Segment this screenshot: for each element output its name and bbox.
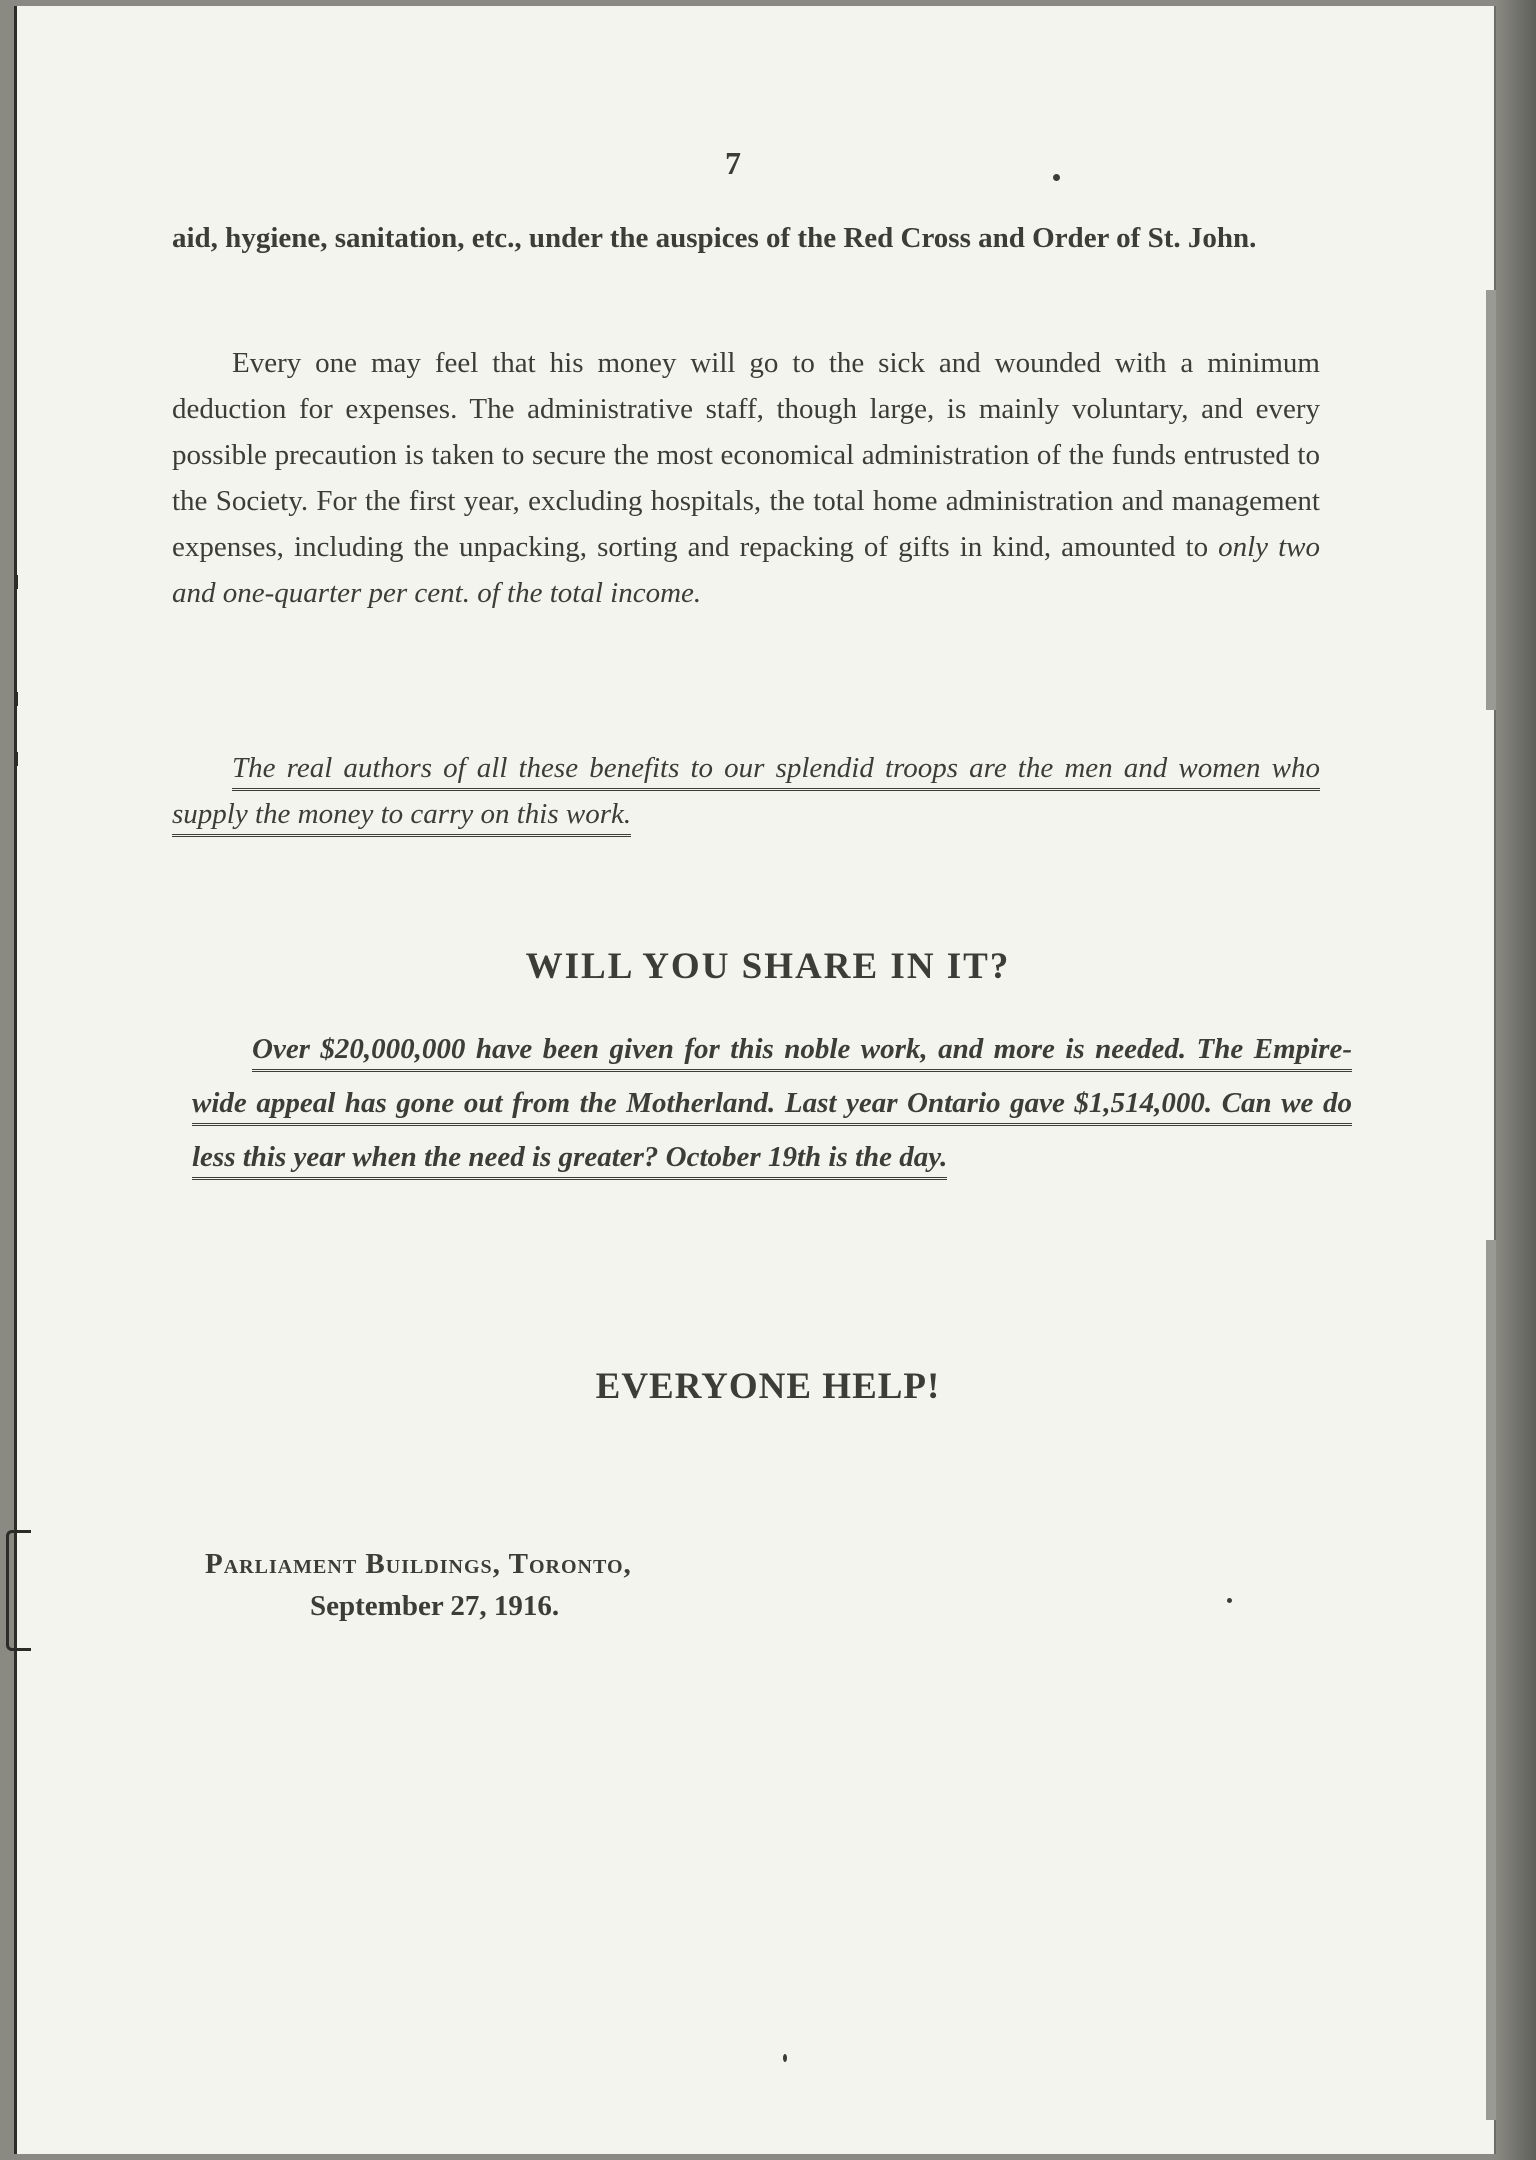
statement-text: The real authors of all these benefits to our splendid troops are the men and women who supply the money to carry on this work.	[172, 752, 1320, 837]
paragraph-text: Every one may feel that his money will go to the sick and wounded with a minimum deduction for expenses. The administrative staff, though large, is mainly voluntary, and every possible precaution is taken to secure the most economical administration of the funds entrusted to the Society. For the first year, excluding hospitals, the total home administration and management expenses, including the unpacking, sorting and repacking of gifts in kind, amounted to	[172, 347, 1320, 563]
appeal-text: Over $20,000,000 have been given for this noble work, and more is needed. The Empire-wide appeal has gone out from the Motherland. Last year Ontario gave $1,514,000. Can we do less this year when the need is greater? October 19th is the day.	[192, 1033, 1352, 1180]
section-heading: WILL YOU SHARE IN IT?	[525, 946, 1011, 987]
appeal-paragraph	[192, 1022, 1352, 1184]
paragraph	[172, 340, 1320, 616]
margin-mark	[14, 692, 18, 706]
margin-mark	[14, 752, 18, 766]
page-number: 7	[725, 145, 741, 181]
closing-heading: EVERYONE HELP!	[595, 1366, 941, 1407]
signature-date: September 27, 1916.	[310, 1590, 560, 1622]
binding-bracket	[6, 1530, 31, 1651]
page-edge	[1486, 290, 1496, 710]
margin-mark	[14, 575, 18, 589]
ink-speck	[783, 2054, 787, 2062]
ink-speck	[1053, 174, 1060, 181]
paragraph: aid, hygiene, sanitation, etc., under the auspices of the Red Cross and Order of St. John.	[172, 222, 1257, 254]
page-edge-shadow	[1496, 0, 1536, 2160]
ink-speck	[1227, 1598, 1232, 1603]
emphasized-text: only two and one-quarter per cent. of the total income.	[172, 531, 1320, 609]
underlined-statement	[172, 745, 1320, 837]
signature-place: Parliament Buildings, Toronto,	[205, 1548, 632, 1580]
